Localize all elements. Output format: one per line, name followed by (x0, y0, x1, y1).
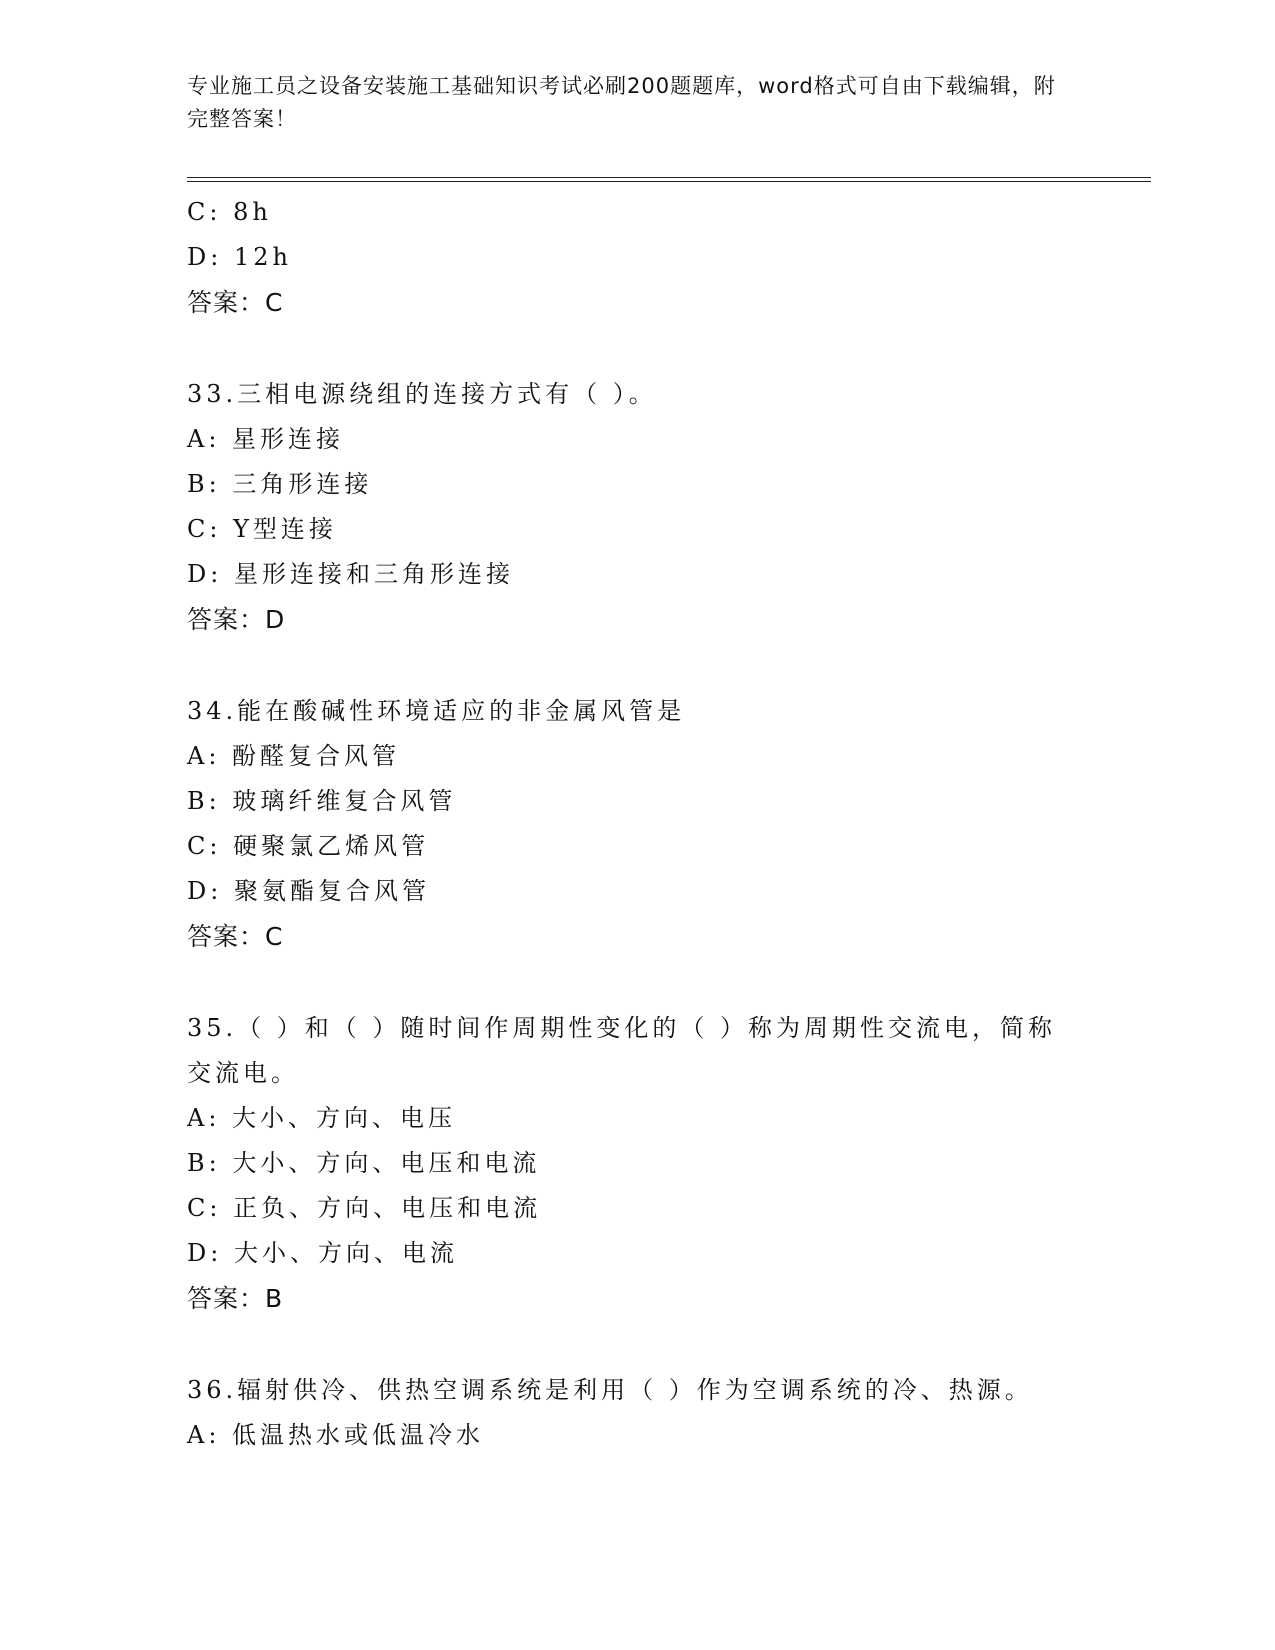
option-d: D: 12h (187, 243, 292, 271)
question-block-34 (187, 689, 1087, 960)
option-b: B: 玻璃纤维复合风管 (187, 787, 457, 815)
question-text: 36.辐射供冷、供热空调系统是利用（ ）作为空调系统的冷、热源。 (187, 1376, 1033, 1404)
option-b: B: 三角形连接 (187, 470, 373, 498)
question-text: 35.（ ）和（ ）随时间作周期性变化的（ ）称为周期性交流电，简称交流电。 (187, 1014, 1057, 1087)
option-c: C: 硬聚氯乙烯风管 (187, 832, 430, 860)
header-divider-top (187, 177, 1151, 178)
question-block-35 (187, 1006, 1087, 1322)
header-title: 专业施工员之设备安装施工基础知识考试必刷200题题库，word格式可自由下载编辑，附完整答案！ (187, 74, 1056, 131)
question-text: 34.能在酸碱性环境适应的非金属风管是 (187, 697, 686, 725)
option-d: D: 大小、方向、电流 (187, 1239, 458, 1267)
question-list (187, 190, 1087, 1458)
question-text: 33.三相电源绕组的连接方式有（ ）。 (187, 380, 657, 408)
option-b: B: 大小、方向、电压和电流 (187, 1149, 541, 1177)
option-a: A: 星形连接 (187, 425, 345, 453)
document-header (187, 70, 1067, 136)
header-divider-bottom (187, 181, 1151, 182)
question-block-32 (187, 190, 1087, 326)
option-c: C: 正负、方向、电压和电流 (187, 1194, 542, 1222)
option-a: A: 大小、方向、电压 (187, 1104, 457, 1132)
answer-line: 答案：D (187, 605, 286, 634)
answer-line: 答案：C (187, 922, 284, 951)
question-block-33 (187, 372, 1087, 643)
option-a: A: 低温热水或低温冷水 (187, 1421, 485, 1449)
answer-line: 答案：B (187, 1284, 284, 1313)
option-d: D: 聚氨酯复合风管 (187, 877, 430, 905)
option-d: D: 星形连接和三角形连接 (187, 560, 514, 588)
answer-line: 答案：C (187, 288, 284, 317)
option-c: C: Y型连接 (187, 515, 337, 543)
option-c: C: 8h (187, 198, 272, 226)
option-a: A: 酚醛复合风管 (187, 742, 401, 770)
question-block-36 (187, 1368, 1087, 1458)
